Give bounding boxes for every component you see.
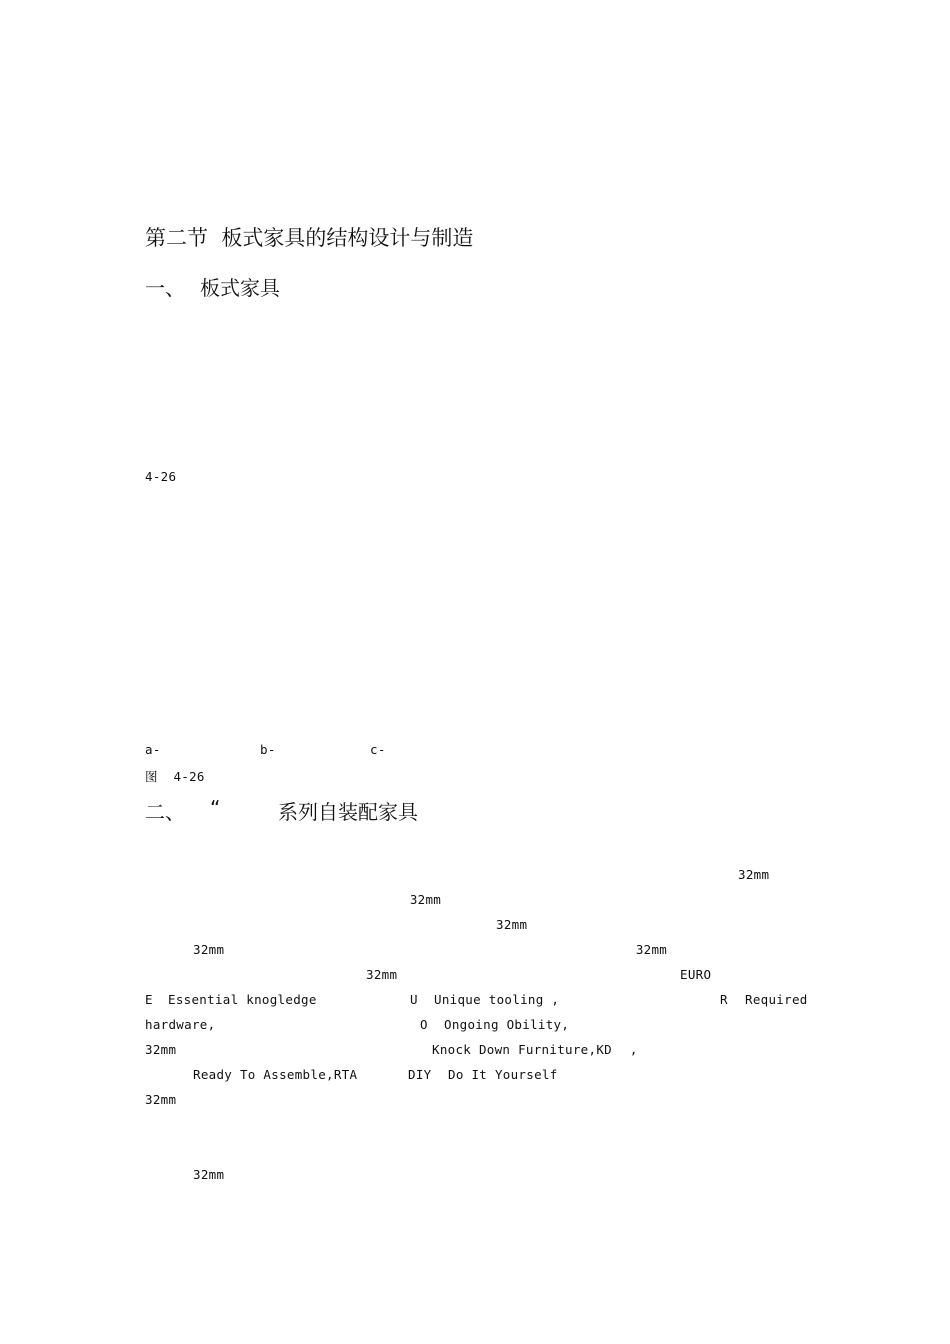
row-text: hardware, [145,1017,216,1032]
row-text: Do It Yourself [448,1067,558,1082]
row-text: 32mm [366,967,406,982]
row-text: Knock Down Furniture,KD [432,1042,612,1057]
row-text: 32mm [738,867,778,882]
row-text: Ongoing Obility, [444,1017,570,1032]
caption-c: c- [370,742,386,757]
section-1-line: 4-26 [145,469,185,484]
caption-b: b- [260,742,276,757]
row-text: R [720,992,728,1007]
row-text: 32mm [145,1042,185,1057]
row-text: 32mm [145,1092,185,1107]
row-text: EURO [680,967,712,982]
row-text: 32mm [193,1167,233,1182]
row-text: Unique tooling , [434,992,560,1007]
row-text: 32mm [402,892,449,907]
section-2-quote: “ [210,796,221,820]
row-text: 32mm [496,917,536,932]
page-title: 第二节 板式家具的结构设计与制造 [145,226,474,250]
section-2-number: 二、 [145,800,185,824]
row-text: 32mm [628,942,668,957]
figure-caption: 图 4-26 [145,769,221,784]
row-text: Ready To Assemble,RTA [193,1067,358,1082]
section-1-number: 一、 [145,276,185,300]
row-text: Required [745,992,808,1007]
row-text: Essential knogledge [168,992,317,1007]
row-text: U [410,992,418,1007]
row-text: E [145,992,153,1007]
section-2-title: 系列自装配家具 [278,800,418,824]
caption-a: a- [145,742,169,757]
row-text: , [622,1042,638,1057]
row-text: DIY [408,1067,432,1082]
section-1-title: 板式家具 [200,276,280,300]
row-text: O [420,1017,428,1032]
row-text: 32mm [193,942,233,957]
